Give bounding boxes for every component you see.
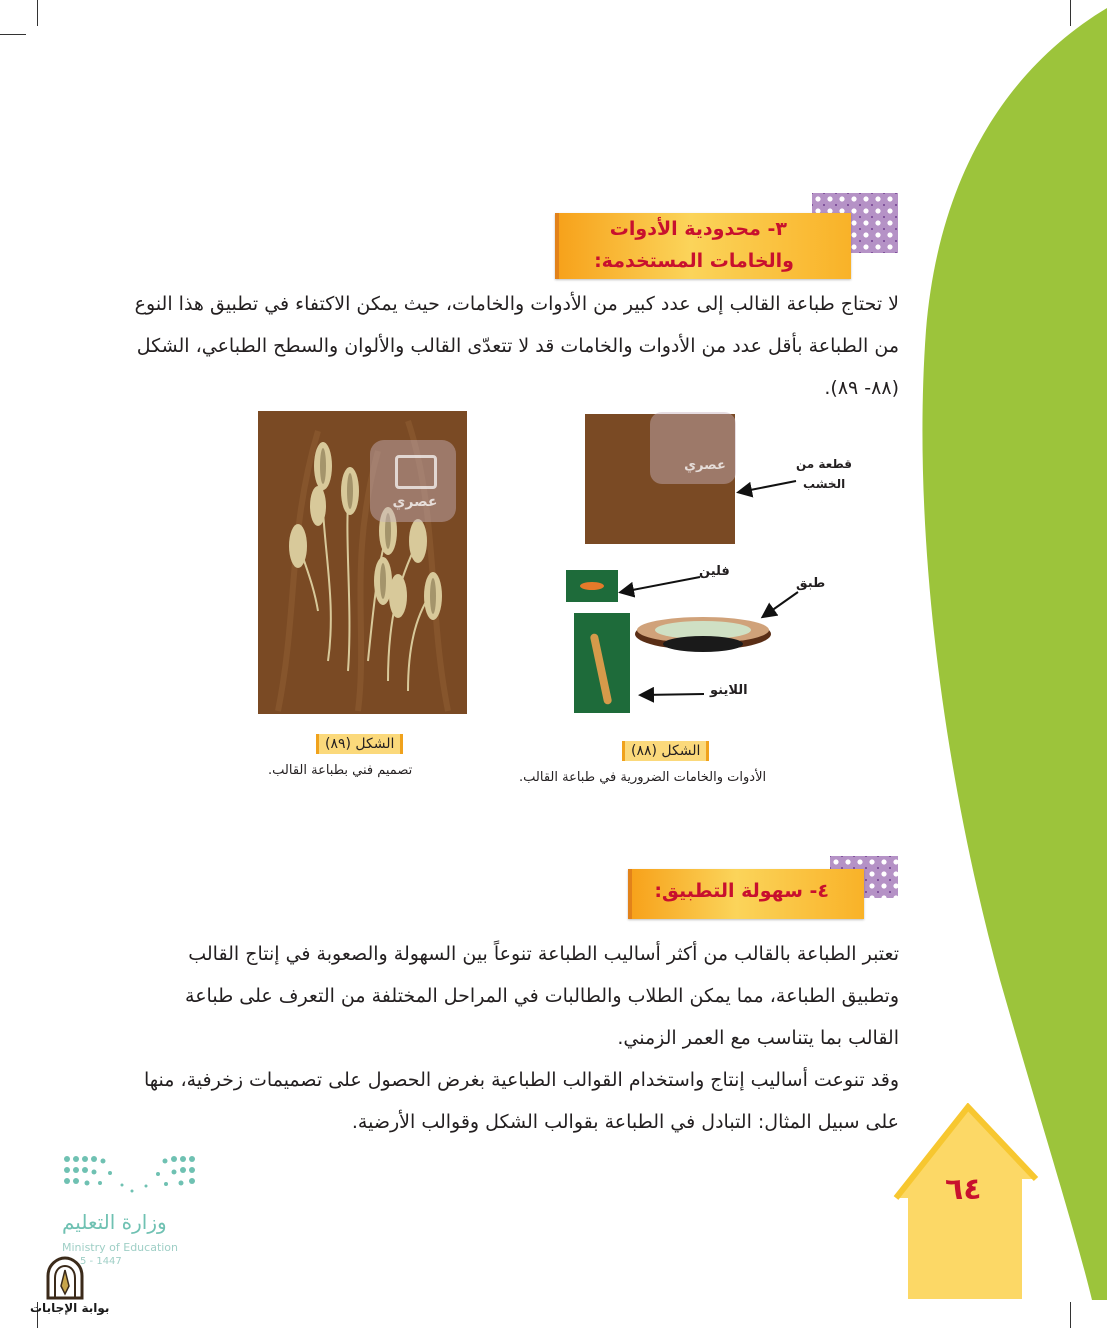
plate-annotation: طبق xyxy=(796,576,826,591)
watermark-text: عصري xyxy=(684,458,726,473)
watermark-text: عصري xyxy=(392,494,438,510)
crop-mark xyxy=(37,0,38,26)
section3-heading-line2: والخامات المستخدمة: xyxy=(594,250,794,272)
wood-annotation-line1: قطعة من xyxy=(796,457,853,471)
figure88-label: الشكل (٨٨) xyxy=(622,741,709,761)
figure89-caption: تصميم فني بطباعة القالب. xyxy=(268,763,413,778)
linoleum-annotation: اللاينو xyxy=(710,683,748,698)
figure89-label: الشكل (٨٩) xyxy=(316,734,403,754)
ministry-name-ar: وزارة التعليم xyxy=(62,1210,167,1234)
book-icon xyxy=(395,455,437,489)
brand-logo-icon xyxy=(44,1256,86,1300)
page-number: ٦٤ xyxy=(945,1172,982,1207)
section3-paragraph: لا تحتاج طباعة القالب إلى عدد كبير من الأدوات والخامات، حيث يمكن الاكتفاء في تطبيق هذا النوع من الطباعة بأقل عدد من الأدوات والخامات قد لا تتعدّى القالب والألوان والسطح الطباعي، الشكل (٨٨- ٨٩). xyxy=(134,293,899,399)
annotation-arrows xyxy=(560,470,810,710)
brand-label: بوابة الإجابات xyxy=(30,1301,110,1315)
ministry-year: 5 - 1447 xyxy=(80,1256,122,1267)
figure88-caption: الأدوات والخامات الضرورية في طباعة القالب. xyxy=(519,770,767,785)
crop-mark xyxy=(0,34,26,35)
section3-heading-line1: ٣- محدودية الأدوات xyxy=(609,218,787,240)
section4-paragraph2: وقد تنوعت أساليب إنتاج واستخدام القوالب الطباعية بغرض الحصول على تصميمات زخرفية، منها على سبيل المثال: التبادل في الطباعة بقوالب الشكل وقوالب الأرضية. xyxy=(143,1069,899,1133)
section4-paragraph1: تعتبر الطباعة بالقالب من أكثر أساليب الطباعة تنوعاً بين السهولة والصعوبة في إنتاج القالب وتطبيق الطباعة، مما يمكن الطلاب والطالبات في المراحل المختلفة من التعرف على طباعة القالب بما يتناسب مع العمر الزمني. xyxy=(185,943,899,1049)
ministry-dots-logo xyxy=(62,1153,197,1197)
wood-annotation-line2: الخشب xyxy=(803,477,846,491)
ministry-name-en: Ministry of Education xyxy=(62,1241,179,1254)
cork-annotation: فلين xyxy=(699,564,730,579)
section4-heading: ٤- سهولة التطبيق: xyxy=(654,880,829,902)
